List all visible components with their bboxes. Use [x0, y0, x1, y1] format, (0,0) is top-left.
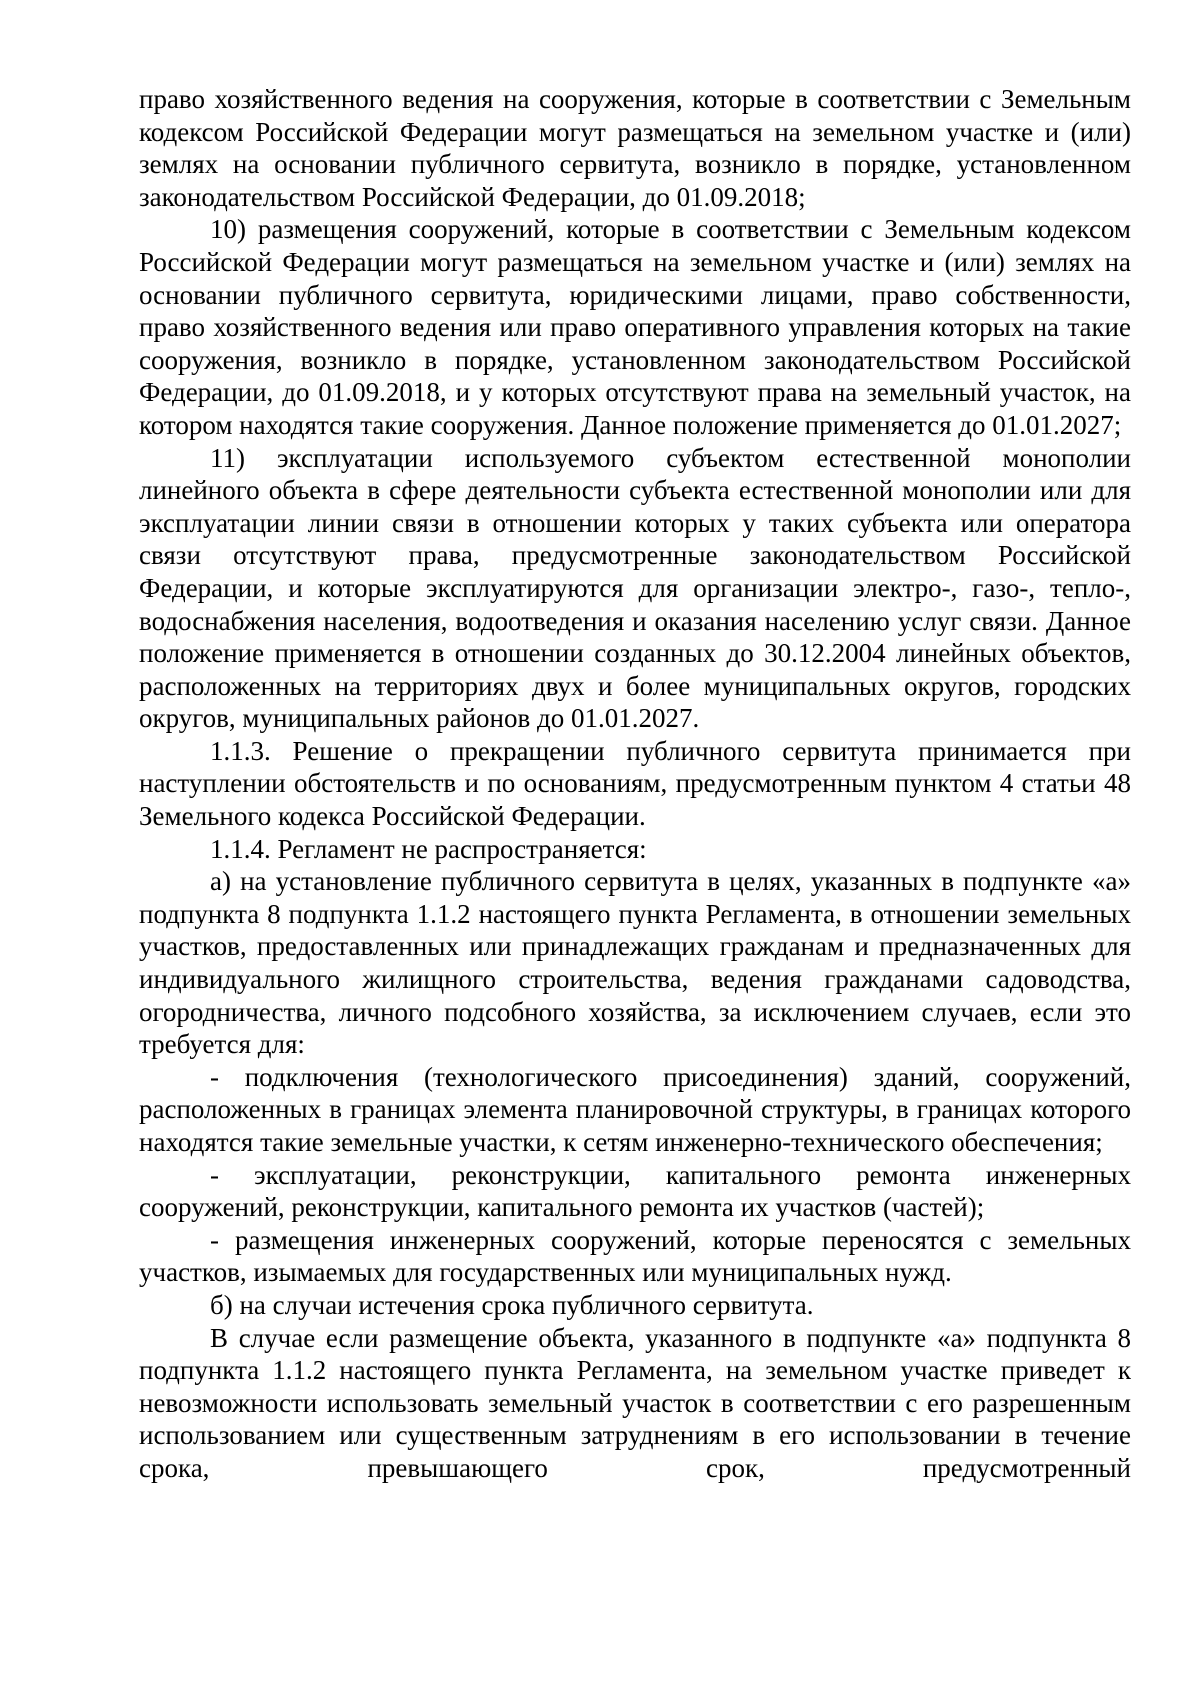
paragraph-dash-connection: - подключения (технологического присоединения) зданий, сооружений, расположенных в границах элемента планировочной структуры, в границах которого находятся такие земельные участки, к сетям инженерно-технического обеспечения;: [139, 1061, 1131, 1157]
document-page: [139, 83, 1131, 1485]
paragraph-dash-exploitation: - эксплуатации, реконструкции, капитального ремонта инженерных сооружений, реконструкции, капитального ремонта их участков (частей);: [139, 1159, 1131, 1223]
paragraph-case: В случае если размещение объекта, указанного в подпункте «а» подпункта 8 подпункта 1.1.2 настоящего пункта Регламента, на земельном участке приведет к невозможности использовать земельный участок в соответствии с его разрешенным использованием или существенным затруднениям в его использовании в течение срока, превышающего срок, предусмотренный: [139, 1322, 1131, 1483]
paragraph-1-1-3: 1.1.3. Решение о прекращении публичного сервитута принимается при наступлении обстоятельств и по основаниям, предусмотренным пунктом 4 статьи 48 Земельного кодекса Российской Федерации.: [139, 735, 1131, 832]
paragraph-item-11: 11) эксплуатации используемого субъектом естественной монополии линейного объекта в сфере деятельности субъекта естественной монополии или для эксплуатации линии связи в отношении которых у таких субъекта или оператора связи отсутствуют права, предусмотренные законодательством Российской Федерации, и которые эксплуатируются для организации электро-, газо-, тепло-, водоснабжения населения, водоотведения и оказания населению услуг связи. Данное положение применяется в отношении созданных до 30.12.2004 линейных объектов, расположенных на территориях двух и более муниципальных округов, городских округов, муниципальных районов до 01.01.2027.: [139, 442, 1131, 734]
paragraph-subitem-a: а) на установление публичного сервитута в целях, указанных в подпункте «а» подпункта 8 подпункта 1.1.2 настоящего пункта Регламента, в отношении земельных участков, предоставленных или принадлежащих гражданам и предназначенных для индивидуального жилищного строительства, ведения гражданами садоводства, огородничества, личного подсобного хозяйства, за исключением случаев, если это требуется для:: [139, 866, 1131, 1060]
paragraph-item-10: 10) размещения сооружений, которые в соответствии с Земельным кодексом Российской Федерации могут размещаться на земельном участке и (или) землях на основании публичного сервитута, юридическими лицами, право собственности, право хозяйственного ведения или право оперативного управления которых на такие сооружения, возникло в порядке, установленном законодательством Российской Федерации, до 01.09.2018, и у которых отсутствуют права на земельный участок, на котором находятся такие сооружения. Данное положение применяется до 01.01.2027;: [139, 214, 1131, 440]
paragraph-subitem-b: б) на случаи истечения срока публичного сервитута.: [210, 1289, 814, 1320]
paragraph-1-1-4: 1.1.4. Регламент не распространяется:: [210, 833, 647, 864]
paragraph-dash-placement: - размещения инженерных сооружений, которые переносятся с земельных участков, изымаемых для государственных или муниципальных нужд.: [139, 1224, 1131, 1288]
paragraph-continuation: право хозяйственного ведения на сооружения, которые в соответствии с Земельным кодексом Российской Федерации могут размещаться на земельном участке и (или) землях на основании публичного сервитута, возникло в порядке, установленном законодательством Российской Федерации, до 01.09.2018;: [139, 84, 1131, 212]
